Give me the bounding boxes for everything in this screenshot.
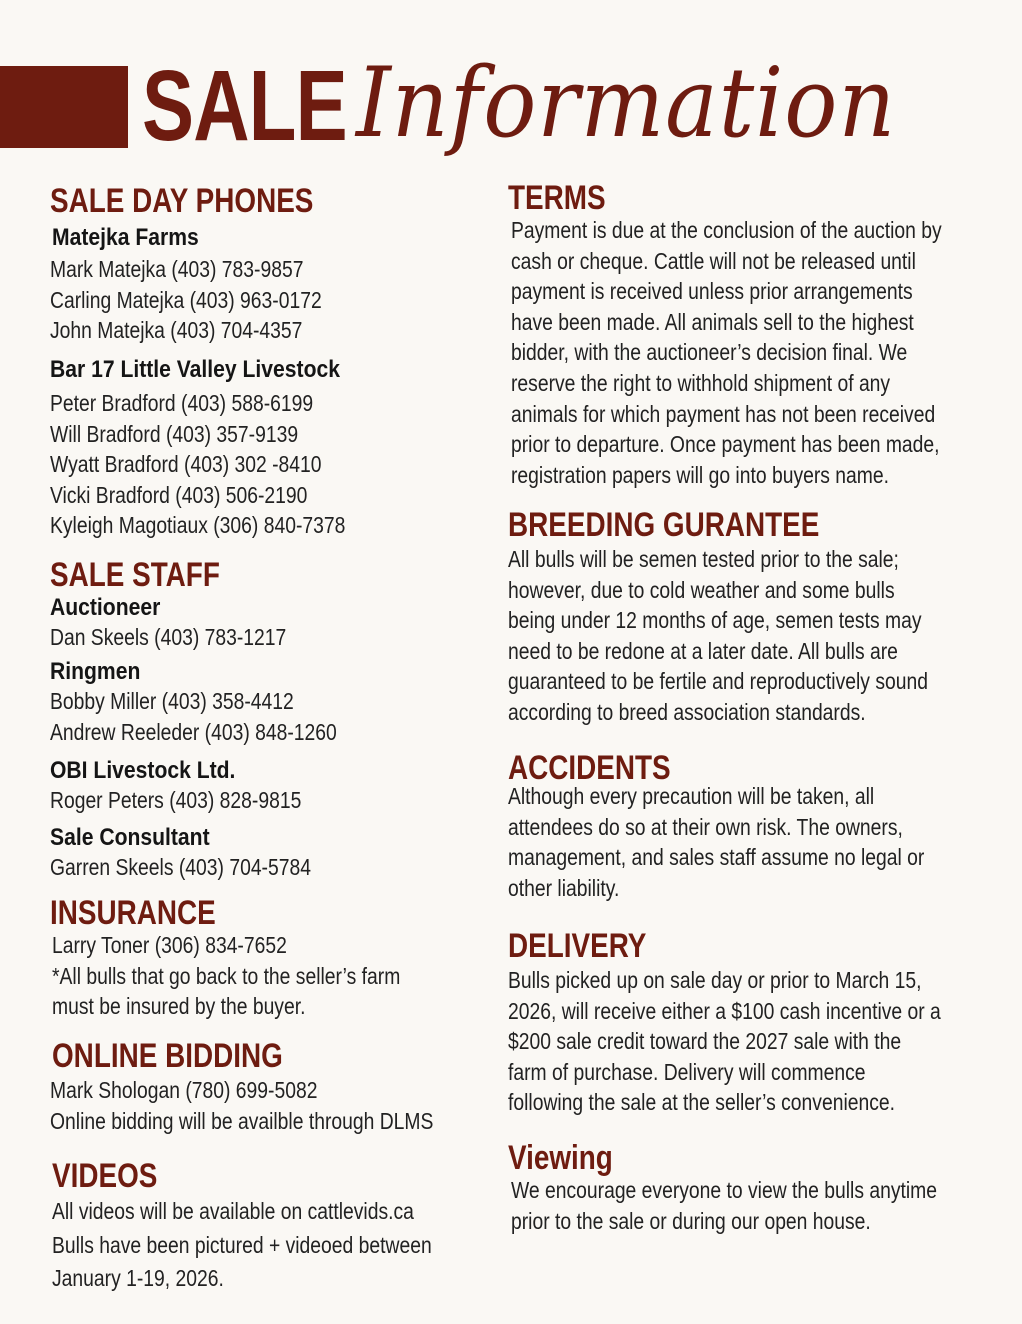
videos-line: January 1-19, 2026. [52,1265,224,1291]
terms-heading: TERMS [508,179,606,217]
viewing-body: We encourage everyone to view the bulls anytime prior to the sale or during our open house. [511,1177,937,1234]
videos-heading-wrap [52,1158,180,1194]
online-bidding-heading-wrap [52,1038,333,1074]
breeding-heading: BREEDING GURANTEE [508,506,820,544]
viewing-heading: Viewing [508,1139,613,1177]
phone-line: John Matejka (403) 704-4357 [50,317,303,343]
insurance-line: Larry Toner (306) 834-7652 [52,932,287,958]
page-title-script: Information [356,47,897,159]
consultant-role: Sale Consultant [50,824,210,851]
matejka-phone-list [50,254,373,346]
phone-line: Carling Matejka (403) 963-0172 [50,286,322,313]
obi-role: OBI Livestock Ltd. [50,757,236,784]
sale-staff-heading: SALE STAFF [50,556,220,594]
online-bidding-lines [50,1075,506,1136]
phone-line: Peter Bradford (403) 588-6199 [50,390,314,416]
matejka-farms-name: Matejka Farms [52,224,199,251]
insurance-heading-wrap [50,895,252,931]
insurance-line: *All bulls that go back to the seller’s farm [52,962,401,989]
videos-line: Bulls have been pictured + videoed between [52,1231,432,1258]
accidents-body-wrap [508,781,1022,903]
phone-line: Kyleigh Magotiaux (306) 840-7378 [50,512,346,538]
matejka-farms-name-wrap [52,224,219,252]
videos-heading: VIDEOS [52,1157,158,1195]
insurance-line: must be insured by the buyer. [52,993,306,1019]
bar17-name-wrap [50,356,380,384]
consultant-block [50,824,361,883]
sale-staff-heading-wrap [50,557,257,593]
phone-line: Vicki Bradford (403) 506-2190 [50,481,308,508]
bar17-name: Bar 17 Little Valley Livestock [50,356,340,383]
terms-body: Payment is due at the conclusion of the auction by cash or cheque. Cattle will not be released until payment is received unless prior arrangements have been made. All animals sell to the highest bidder, with the auctioneer’s decision final. We reserve the right to withhold shipment of any animals for which payment has not been received prior to departure. Once payment has been made, registration papers will go into buyers name. [511,217,942,488]
ringmen-role: Ringmen [50,658,141,685]
accidents-body: Although every precaution will be taken, all attendees do so at their own risk. The owners, management, and sales staff assume no legal or other liability. [508,783,925,901]
ringman-contact: Andrew Reeleder (403) 848-1260 [50,718,337,745]
obi-contact: Roger Peters (403) 828-9815 [50,787,302,813]
ringman-contact: Bobby Miller (403) 358-4412 [50,688,294,714]
page-title-sale: SALE [142,50,347,162]
obi-block [50,757,349,816]
online-bidding-line: Mark Shologan (780) 699-5082 [50,1077,318,1103]
insurance-lines [52,930,467,1022]
phone-line: Mark Matejka (403) 783-9857 [50,256,304,282]
online-bidding-heading: ONLINE BIDDING [52,1037,283,1075]
title-accent-bar [0,66,128,148]
bar17-phone-list [50,388,402,541]
sale-day-phones-heading: SALE DAY PHONES [50,182,314,220]
terms-heading-wrap [508,180,627,216]
delivery-body: Bulls picked up on sale day or prior to March 15, 2026, will receive either a $100 cash incentive or a $200 sale credit toward the 2027 sale with the farm of purchase. Delivery will commence following the sale at the seller’s convenience. [508,967,941,1116]
online-bidding-line: Online bidding will be availble through DLMS [50,1107,434,1134]
phone-line: Wyatt Bradford (403) 302 -8410 [50,451,322,477]
videos-lines [52,1195,504,1296]
delivery-heading: DELIVERY [508,927,647,965]
breeding-heading-wrap [508,507,888,543]
consultant-contact: Garren Skeels (403) 704-5784 [50,854,311,880]
delivery-heading-wrap [508,928,677,964]
viewing-heading-wrap [508,1140,636,1176]
breeding-body-wrap [508,544,1022,728]
auctioneer-role: Auctioneer [50,594,161,621]
accidents-heading: ACCIDENTS [508,749,671,787]
delivery-body-wrap [508,965,1022,1118]
insurance-heading: INSURANCE [50,894,216,932]
breeding-body: All bulls will be semen tested prior to the sale; however, due to cold weather and some bulls being under 12 months of age, semen tests may need to be redone at a later date. All bulls are guaranteed to be fertile and reproductively sound according to breed association standards. [508,546,928,725]
terms-body-wrap [511,215,1022,490]
sale-day-phones-heading-wrap [50,183,371,219]
auctioneer-block [50,594,331,653]
videos-line: All videos will be available on cattlevids.ca [52,1198,414,1224]
ringmen-block [50,658,391,747]
phone-line: Will Bradford (403) 357-9139 [50,420,299,447]
auctioneer-contact: Dan Skeels (403) 783-1217 [50,624,287,650]
viewing-body-wrap [511,1175,1022,1236]
